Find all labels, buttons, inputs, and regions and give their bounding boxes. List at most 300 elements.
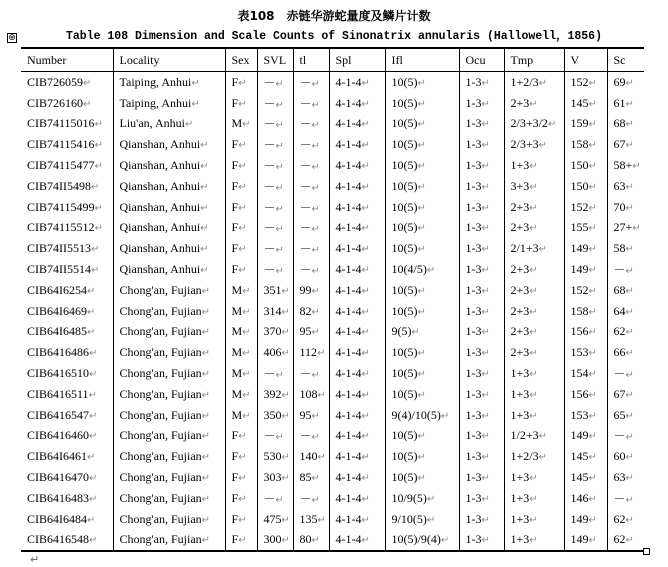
cell-value: CIB64I6485: [27, 324, 87, 339]
cell-end-mark: ↵: [417, 452, 426, 464]
cell-end-mark: ↵: [588, 535, 597, 547]
cell-value: 4-1-4: [335, 303, 362, 318]
cell-end-mark: ↵: [317, 514, 326, 526]
cell-value: M: [231, 282, 243, 297]
table-cell: [385, 342, 459, 363]
cell-value: 2+3: [510, 345, 530, 360]
cell-end-mark: ↵: [529, 514, 538, 526]
cell-end-mark: ↵: [481, 514, 490, 526]
cell-end-mark: ↵: [481, 265, 490, 277]
cell-value: Taiping, Anhui: [119, 95, 192, 110]
cell-value: 10(5): [391, 178, 418, 193]
cell-value: 10(5): [391, 282, 418, 297]
table-cell: [385, 363, 459, 384]
table-cell: [225, 155, 257, 176]
table-cell: [504, 509, 564, 530]
cell-value: 530: [263, 449, 282, 464]
table-cell: [225, 363, 257, 384]
cell-value: 1-3: [465, 282, 482, 297]
column-header: Locality: [113, 48, 225, 72]
cell-end-mark: ↵: [275, 162, 284, 174]
table-cell: [257, 342, 293, 363]
table-cell: [113, 72, 225, 93]
table-cell: [564, 426, 607, 447]
table-cell: [225, 446, 257, 467]
table-title-english: Table 108 Dimension and Scale Counts of Sinonatrix annularis (Hallowell，1856): [66, 30, 602, 43]
table-cell: [564, 134, 607, 155]
cell-value: CIB726160: [27, 95, 84, 110]
cell-end-mark: ↵: [625, 181, 634, 193]
table-cell: [385, 114, 459, 135]
cell-value: F: [231, 95, 239, 110]
cell-end-mark: ↵: [625, 452, 634, 464]
cell-value: Qianshan, Anhui: [119, 137, 201, 152]
cell-value: 3+3: [510, 178, 530, 193]
table-cell: [21, 259, 113, 280]
column-header: V: [564, 48, 607, 72]
cell-end-mark: ↵: [481, 98, 490, 110]
column-header: Sex: [225, 48, 257, 72]
cell-value: 4-1-4: [335, 511, 362, 526]
cell-end-mark: ↵: [200, 244, 209, 256]
table-cell: [504, 218, 564, 239]
cell-value: －: [263, 138, 276, 153]
cell-end-mark: ↵: [625, 202, 634, 214]
cell-value: M: [231, 324, 243, 339]
cell-value: 10(5): [391, 366, 418, 381]
cell-end-mark: ↵: [94, 161, 103, 173]
cell-end-mark: ↵: [281, 410, 290, 422]
cell-end-mark: ↵: [275, 494, 284, 506]
table-cell: [113, 301, 225, 322]
table-row: [21, 197, 644, 218]
cell-end-mark: ↵: [481, 119, 490, 131]
cell-end-mark: ↵: [94, 223, 103, 235]
cell-value: 67: [613, 386, 626, 401]
table-cell: [564, 322, 607, 343]
cell-end-mark: ↵: [417, 161, 426, 173]
table-cell: [225, 530, 257, 552]
table-cell: [564, 342, 607, 363]
table-cell: [607, 342, 644, 363]
cell-end-mark: ↵: [588, 77, 597, 89]
cell-value: 1-3: [465, 407, 482, 422]
table-cell: [385, 176, 459, 197]
table-cell: [225, 280, 257, 301]
cell-value: M: [231, 116, 243, 131]
cell-value: 1+3: [510, 511, 530, 526]
cell-value: 150: [570, 178, 589, 193]
cell-value: 1-3: [465, 532, 482, 547]
cell-end-mark: ↵: [588, 140, 597, 152]
cell-end-mark: ↵: [588, 410, 597, 422]
cell-end-mark: ↵: [588, 119, 597, 131]
table-cell: [21, 301, 113, 322]
cell-end-mark: ↵: [281, 535, 290, 547]
cell-end-mark: ↵: [481, 202, 490, 214]
table-cell: [113, 155, 225, 176]
cell-end-mark: ↵: [588, 348, 597, 360]
cell-end-mark: ↵: [311, 245, 320, 257]
cell-end-mark: ↵: [238, 202, 247, 214]
table-row: [21, 509, 644, 530]
table-cell: [257, 530, 293, 552]
cell-end-mark: ↵: [238, 223, 247, 235]
table-cell: [329, 405, 385, 426]
table-cell: [607, 405, 644, 426]
cell-end-mark: ↵: [200, 265, 209, 277]
table-cell: [504, 280, 564, 301]
cell-value: 135: [299, 511, 318, 526]
cell-value: 2/3+3: [510, 137, 539, 152]
table-cell: [564, 488, 607, 509]
cell-end-mark: ↵: [417, 202, 426, 214]
table-cell: [564, 72, 607, 93]
cell-value: 1-3: [465, 428, 482, 443]
cell-value: 4-1-4: [335, 428, 362, 443]
table-cell: [459, 426, 504, 447]
cell-end-mark: ↵: [529, 202, 538, 214]
cell-value: －: [299, 179, 312, 194]
cell-value: 62: [613, 324, 626, 339]
cell-value: －: [263, 221, 276, 236]
cell-end-mark: ↵: [238, 514, 247, 526]
table-cell: [385, 93, 459, 114]
cell-value: 149: [570, 262, 589, 277]
table-cell: [21, 363, 113, 384]
table-cell: [329, 72, 385, 93]
table-cell: [293, 488, 329, 509]
cell-end-mark: ↵: [588, 285, 597, 297]
table-cell: [113, 363, 225, 384]
cell-value: 10/9(5): [391, 490, 427, 505]
table-row: [21, 72, 644, 93]
table-cell: [21, 238, 113, 259]
cell-end-mark: ↵: [625, 119, 634, 131]
cell-end-mark: ↵: [625, 389, 634, 401]
cell-end-mark: ↵: [311, 78, 320, 90]
cell-end-mark: ↵: [87, 306, 96, 318]
cell-end-mark: ↵: [417, 369, 426, 381]
cell-end-mark: ↵: [529, 410, 538, 422]
table-row: [21, 342, 644, 363]
column-header: Ifl: [385, 48, 459, 72]
table-cell: [329, 467, 385, 488]
cell-value: Qianshan, Anhui: [119, 241, 201, 256]
cell-value: 1+3: [510, 366, 530, 381]
cell-value: 10(5): [391, 449, 418, 464]
cell-end-mark: ↵: [191, 77, 200, 89]
cell-end-mark: ↵: [238, 244, 247, 256]
cell-value: 145: [570, 470, 589, 485]
cell-end-mark: ↵: [275, 224, 284, 236]
cell-value: 4-1-4: [335, 158, 362, 173]
table-cell: [293, 238, 329, 259]
cell-value: 10(5)/9(4): [391, 532, 441, 547]
table-cell: [225, 238, 257, 259]
cell-end-mark: ↵: [275, 432, 284, 444]
cell-value: 1-3: [465, 303, 482, 318]
table-move-handle-icon[interactable]: ⊕: [8, 33, 16, 43]
table-cell: [293, 114, 329, 135]
cell-value: 10(5): [391, 95, 418, 110]
table-cell: [329, 301, 385, 322]
cell-value: －: [263, 200, 276, 215]
cell-end-mark: ↵: [588, 223, 597, 235]
cell-end-mark: ↵: [317, 452, 326, 464]
table-cell: [257, 384, 293, 405]
cell-end-mark: ↵: [311, 306, 320, 318]
cell-end-mark: ↵: [588, 369, 597, 381]
cell-end-mark: ↵: [281, 285, 290, 297]
table-cell: [607, 93, 644, 114]
table-cell: [329, 238, 385, 259]
cell-value: 4-1-4: [335, 95, 362, 110]
cell-value: CIB64I6484: [27, 511, 87, 526]
cell-end-mark: ↵: [191, 98, 200, 110]
table-cell: [293, 509, 329, 530]
cell-value: 108: [299, 386, 318, 401]
table-cell: [459, 322, 504, 343]
cell-value: －: [299, 200, 312, 215]
cell-value: 9/10(5): [391, 511, 427, 526]
cell-value: Qianshan, Anhui: [119, 262, 201, 277]
column-header: Number: [21, 48, 113, 72]
cell-value: 85: [299, 470, 312, 485]
cell-end-mark: ↵: [242, 285, 251, 297]
cell-value: 2/3+3/2: [510, 116, 548, 131]
table-cell: [293, 155, 329, 176]
table-cell: [564, 238, 607, 259]
cell-value: 4-1-4: [335, 407, 362, 422]
cell-end-mark: ↵: [481, 431, 490, 443]
table-cell: [113, 488, 225, 509]
cell-value: CIB64I6254: [27, 282, 87, 297]
table-cell: [113, 114, 225, 135]
table-cell: [607, 530, 644, 552]
cell-value: 4-1-4: [335, 490, 362, 505]
cell-value: 58: [613, 241, 626, 256]
cell-value: CIB74115499: [27, 199, 95, 214]
cell-value: F: [231, 199, 239, 214]
table-cell: [504, 530, 564, 552]
table-cell: [607, 259, 644, 280]
cell-end-mark: ↵: [481, 181, 490, 193]
cell-value: F: [231, 532, 239, 547]
table-cell: [293, 134, 329, 155]
cell-value: 2+3: [510, 95, 530, 110]
cell-end-mark: ↵: [361, 223, 370, 235]
cell-value: F: [231, 428, 239, 443]
cell-end-mark: ↵: [361, 77, 370, 89]
table-cell: [385, 72, 459, 93]
table-cell: [385, 530, 459, 552]
cell-value: F: [231, 137, 239, 152]
cell-value: Taiping, Anhui: [119, 74, 192, 89]
cell-end-mark: ↵: [242, 389, 251, 401]
cell-end-mark: ↵: [361, 161, 370, 173]
cell-value: 1-3: [465, 511, 482, 526]
cell-end-mark: ↵: [588, 389, 597, 401]
cell-value: －: [263, 263, 276, 278]
table-cell: [21, 93, 113, 114]
cell-end-mark: ↵: [481, 348, 490, 360]
cell-end-mark: ↵: [317, 348, 326, 360]
cell-value: M: [231, 303, 243, 318]
cell-value: 9(5): [391, 324, 412, 339]
cell-value: CIB6416483: [27, 490, 90, 505]
cell-end-mark: ↵: [538, 140, 547, 152]
table-cell: [564, 301, 607, 322]
cell-end-mark: ↵: [361, 514, 370, 526]
table-cell: [385, 218, 459, 239]
table-cell: [293, 446, 329, 467]
cell-value: 1/2+3: [510, 428, 539, 443]
table-cell: [564, 197, 607, 218]
cell-end-mark: ↵: [529, 327, 538, 339]
table-cell: [607, 280, 644, 301]
table-cell: [607, 238, 644, 259]
cell-value: －: [263, 96, 276, 111]
table-cell: [504, 488, 564, 509]
table-cell: [21, 218, 113, 239]
cell-value: 350: [263, 407, 282, 422]
cell-value: CIB74115477: [27, 158, 95, 173]
cell-end-mark: ↵: [275, 266, 284, 278]
cell-value: 1+3: [510, 490, 530, 505]
cell-end-mark: ↵: [417, 431, 426, 443]
cell-end-mark: ↵: [481, 493, 490, 505]
cell-end-mark: ↵: [238, 265, 247, 277]
cell-value: 158: [570, 137, 589, 152]
table-cell: [21, 197, 113, 218]
cell-value: Chong'an, Fujian: [119, 407, 202, 422]
cell-end-mark: ↵: [275, 182, 284, 194]
table-cell: [21, 72, 113, 93]
cell-value: 1-3: [465, 199, 482, 214]
table-cell: [225, 72, 257, 93]
cell-value: F: [231, 241, 239, 256]
table-cell: [293, 93, 329, 114]
cell-value: 1-3: [465, 137, 482, 152]
cell-end-mark: ↵: [94, 202, 103, 214]
specimen-table: [21, 47, 644, 552]
cell-value: －: [263, 179, 276, 194]
cell-end-mark: ↵: [238, 452, 247, 464]
cell-end-mark: ↵: [238, 140, 247, 152]
cell-end-mark: ↵: [588, 244, 597, 256]
cell-end-mark: ↵: [201, 348, 211, 360]
table-cell: [293, 218, 329, 239]
cell-value: －: [263, 159, 276, 174]
cell-end-mark: ↵: [201, 535, 211, 547]
table-resize-handle[interactable]: [643, 548, 650, 555]
cell-value: 154: [570, 366, 589, 381]
cell-value: 61: [613, 95, 626, 110]
table-cell: [459, 384, 504, 405]
cell-value: Chong'an, Fujian: [119, 470, 202, 485]
cell-end-mark: ↵: [625, 410, 634, 422]
table-cell: [257, 301, 293, 322]
table-cell: [329, 114, 385, 135]
table-cell: [607, 155, 644, 176]
table-row: [21, 218, 644, 239]
cell-end-mark: ↵: [625, 306, 634, 318]
table-cell: [113, 238, 225, 259]
cell-end-mark: ↵: [588, 327, 597, 339]
table-cell: [564, 405, 607, 426]
table-cell: [21, 322, 113, 343]
cell-value: －: [299, 242, 312, 257]
cell-end-mark: ↵: [238, 493, 247, 505]
table-cell: [385, 405, 459, 426]
table-cell: [257, 426, 293, 447]
cell-value: CIB74II5513: [27, 241, 91, 256]
table-cell: [607, 114, 644, 135]
table-cell: [21, 280, 113, 301]
cell-end-mark: ↵: [89, 473, 98, 485]
table-cell: [293, 259, 329, 280]
cell-value: 1+3: [510, 407, 530, 422]
cell-end-mark: ↵: [529, 473, 538, 485]
table-cell: [225, 259, 257, 280]
table-cell: [607, 467, 644, 488]
cell-value: 4-1-4: [335, 241, 362, 256]
cell-end-mark: ↵: [87, 514, 96, 526]
cell-value: 10(5): [391, 386, 418, 401]
table-row: [21, 467, 644, 488]
cell-value: 153: [570, 345, 589, 360]
table-row: [21, 363, 644, 384]
cell-value: 149: [570, 532, 589, 547]
table-cell: [564, 530, 607, 552]
table-cell: [504, 322, 564, 343]
table-cell: [385, 446, 459, 467]
cell-value: 146: [570, 490, 589, 505]
cell-value: 4-1-4: [335, 74, 362, 89]
cell-end-mark: ↵: [242, 369, 251, 381]
cell-end-mark: ↵: [89, 493, 98, 505]
table-cell: [329, 259, 385, 280]
cell-value: 153: [570, 407, 589, 422]
table-cell: [385, 426, 459, 447]
cell-end-mark: ↵: [588, 473, 597, 485]
cell-value: Chong'an, Fujian: [119, 282, 202, 297]
cell-value: 4-1-4: [335, 282, 362, 297]
cell-value: Chong'an, Fujian: [119, 449, 202, 464]
cell-end-mark: ↵: [311, 141, 320, 153]
cell-end-mark: ↵: [588, 431, 597, 443]
column-header: Sc: [607, 48, 644, 72]
cell-value: 2+3: [510, 324, 530, 339]
cell-value: 4-1-4: [335, 116, 362, 131]
table-cell: [257, 259, 293, 280]
cell-end-mark: ↵: [83, 98, 92, 110]
cell-end-mark: ↵: [201, 285, 211, 297]
table-cell: [329, 509, 385, 530]
table-cell: [225, 384, 257, 405]
table-cell: [329, 384, 385, 405]
cell-end-mark: ↵: [625, 535, 634, 547]
cell-value: 370: [263, 324, 282, 339]
table-row: [21, 114, 644, 135]
cell-end-mark: ↵: [417, 181, 426, 193]
table-cell: [504, 259, 564, 280]
table-cell: [329, 363, 385, 384]
cell-end-mark: ↵: [83, 77, 92, 89]
cell-value: Chong'an, Fujian: [119, 324, 202, 339]
cell-value: 1+3: [510, 158, 530, 173]
